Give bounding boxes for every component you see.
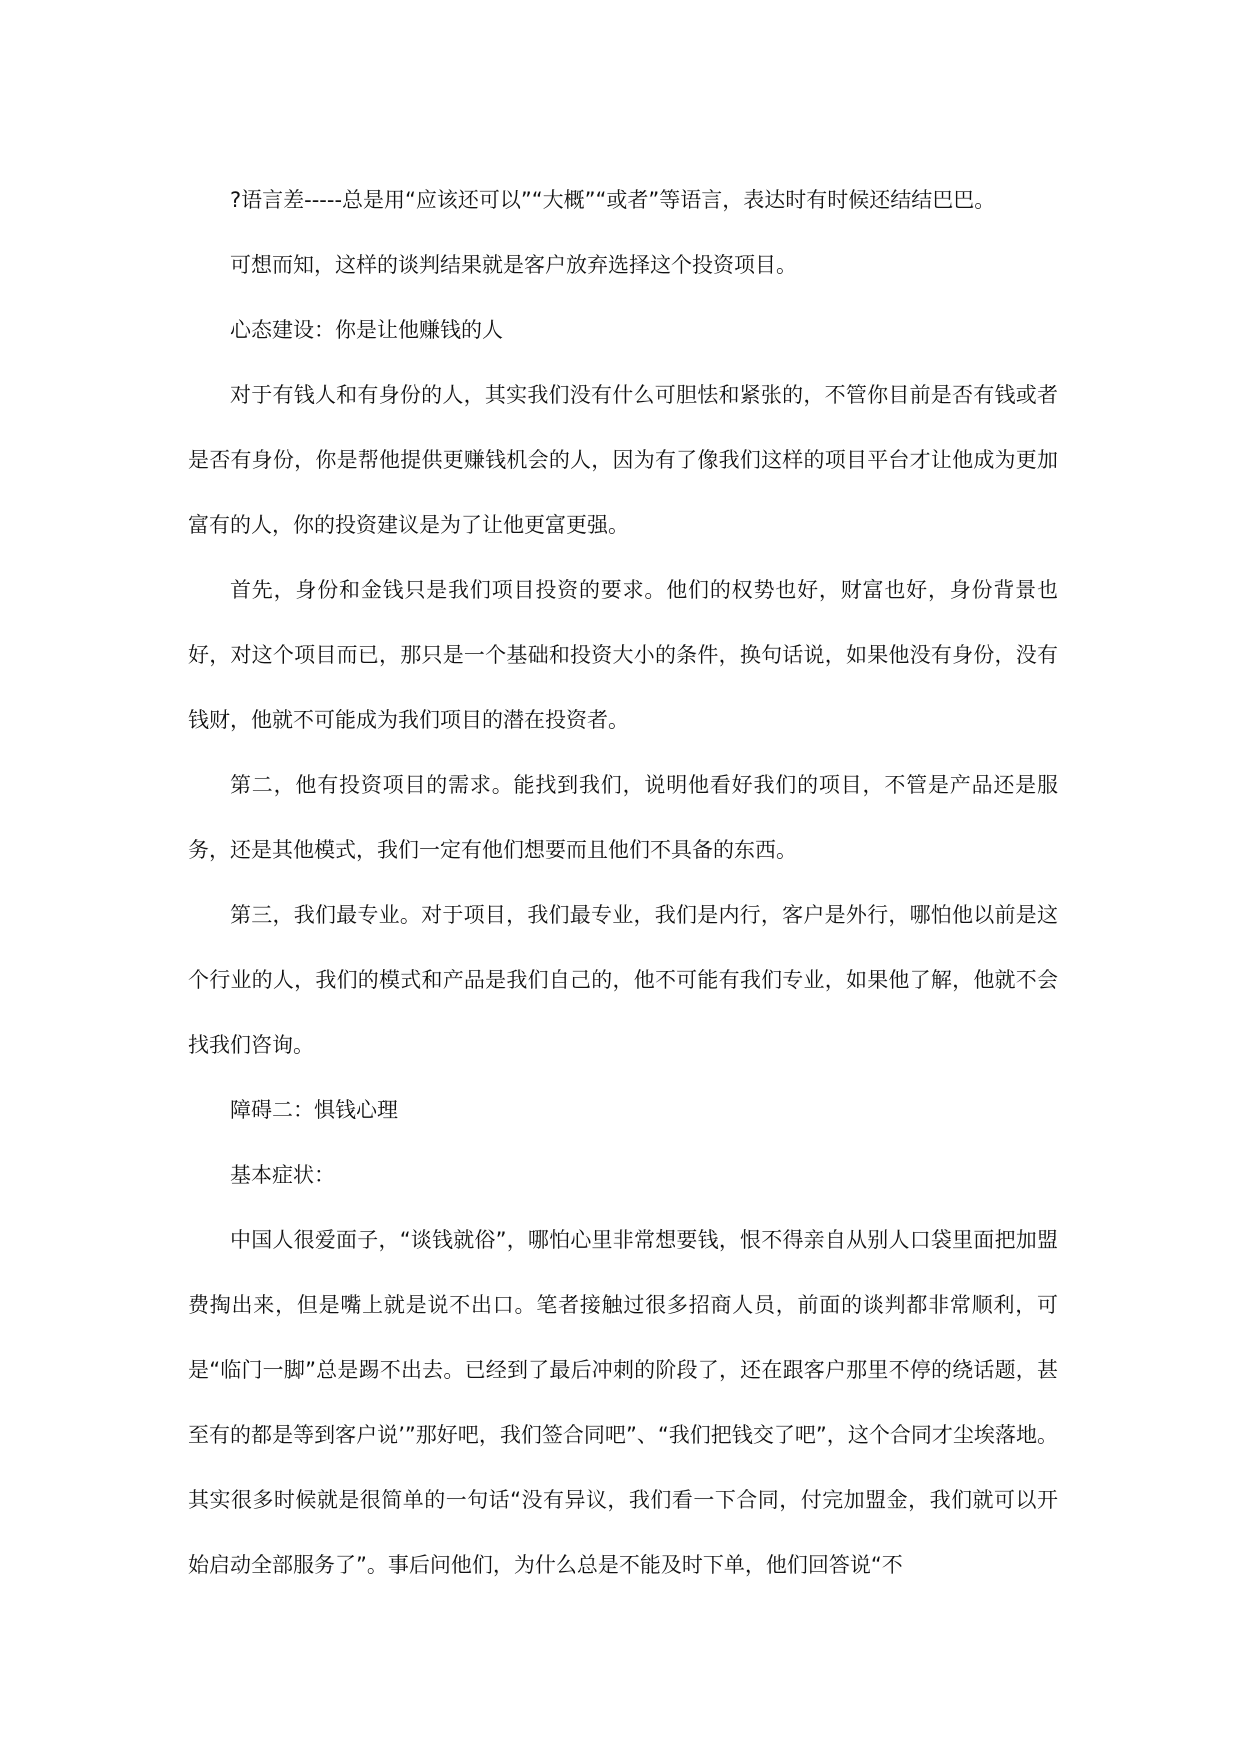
subheading: 基本症状： [230, 1163, 335, 1187]
document-body [188, 168, 1058, 1598]
paragraph: 中国人很爱面子，“谈钱就俗”，哪怕心里非常想要钱，恨不得亲自从别人口袋里面把加盟费掏出来，但是嘴上就是说不出口。笔者接触过很多招商人员，前面的谈判都非常顺利，可是“临门一脚”总是踢不出去。已经到了最后冲刺的阶段了，还在跟客户那里不停的绕话题，甚至有的都是等到客户说’”那好吧，我们签合同吧”、“我们把钱交了吧”，这个合同才尘埃落地。其实很多时候就是很简单的一句话“没有异议，我们看一下合同，付完加盟金，我们就可以开始启动全部服务了”。事后问他们，为什么总是不能及时下单，他们回答说“不 [188, 1228, 1058, 1577]
paragraph: ?语言差-----总是用“应该还可以”“大概”“或者”等语言，表达时有时候还结结巴巴。 [230, 188, 996, 212]
paragraph: 对于有钱人和有身份的人，其实我们没有什么可胆怯和紧张的，不管你目前是否有钱或者是否有身份，你是帮他提供更赚钱机会的人，因为有了像我们这样的项目平台才让他成为更加富有的人，你的投资建议是为了让他更富更强。 [188, 383, 1058, 537]
paragraph: 可想而知，这样的谈判结果就是客户放弃选择这个投资项目。 [230, 253, 797, 277]
section-heading: 障碍二：惧钱心理 [230, 1098, 398, 1122]
paragraph: 第三，我们最专业。对于项目，我们最专业，我们是内行，客户是外行，哪怕他以前是这个行业的人，我们的模式和产品是我们自己的，他不可能有我们专业，如果他了解，他就不会找我们咨询。 [188, 903, 1058, 1057]
section-heading: 心态建设：你是让他赚钱的人 [230, 318, 503, 342]
paragraph: 第二，他有投资项目的需求。能找到我们，说明他看好我们的项目，不管是产品还是服务，还是其他模式，我们一定有他们想要而且他们不具备的东西。 [188, 773, 1058, 862]
paragraph: 首先，身份和金钱只是我们项目投资的要求。他们的权势也好，财富也好，身份背景也好，对这个项目而已，那只是一个基础和投资大小的条件，换句话说，如果他没有身份，没有钱财，他就不可能成为我们项目的潜在投资者。 [188, 578, 1058, 732]
